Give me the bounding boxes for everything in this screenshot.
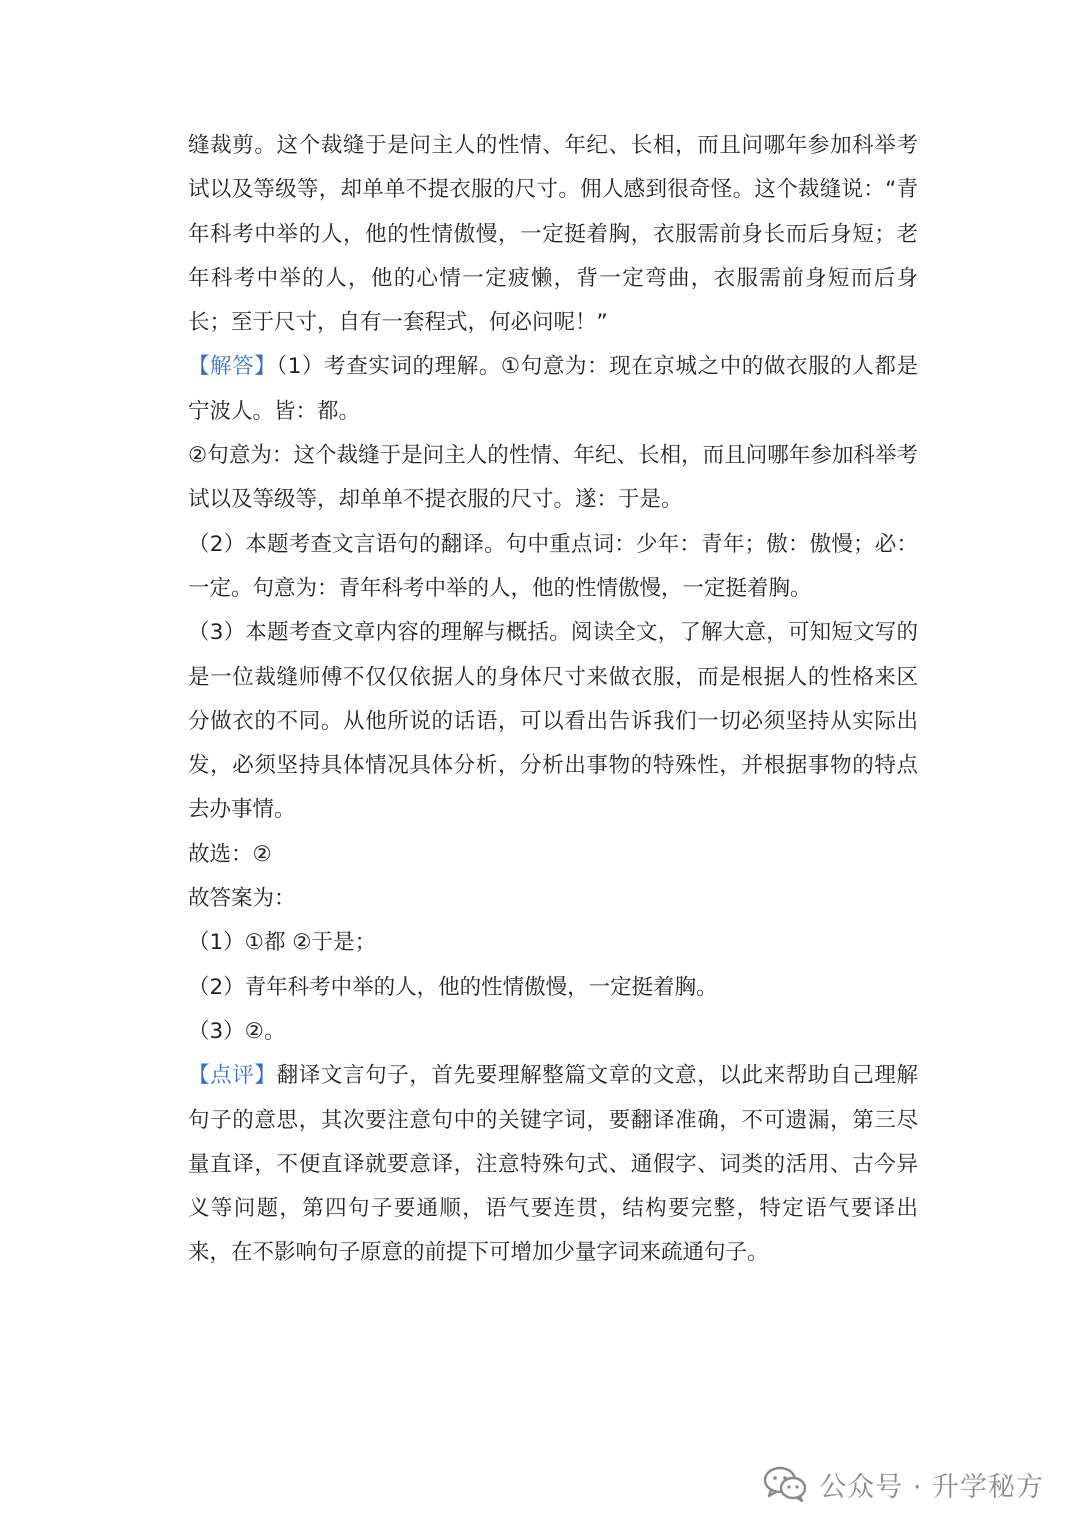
paragraph-text: ②句意为：这个裁缝于是问主人的性情、年纪、长相，而且问哪年参加科举考试以及等级等，却单单不提衣服的尺寸。遂：于是。 bbox=[188, 443, 918, 513]
paragraph-answer-label bbox=[188, 877, 918, 921]
paragraph-text: 翻译文言句子，首先要理解整篇文章的文意，以此来帮助自己理解句子的意思，其次要注意句中的关键字词，要翻译准确，不可遗漏，第三尽量直译，不便直译就要意译，注意特殊句式、通假字、词类的活用、古今异义等问题，第四句子要通顺，语气要连贯，结构要完整，特定语气要译出来，在不影响句子原意的前提下可增加少量字词来疏通句子。 bbox=[188, 1063, 918, 1266]
paragraph-answer-3 bbox=[188, 611, 918, 832]
watermark bbox=[763, 1461, 1044, 1507]
paragraph-text: （3）本题考查文章内容的理解与概括。阅读全文，了解大意，可知短文写的是一位裁缝师傅不仅仅依据人的身体尺寸来做衣服，而是根据人的性格来区分做衣的不同。从他所说的话语，可以看出告诉我们一切必须坚持从实际出发，必须坚持具体情况具体分析，分析出事物的特殊性，并根据事物的特点去办事情。 bbox=[188, 620, 918, 823]
answer-tag: 【解答】 bbox=[188, 354, 277, 380]
paragraph-text: 故选：② bbox=[188, 841, 272, 867]
paragraph-answer-1 bbox=[188, 345, 918, 434]
paragraph-text: （2）青年科考中举的人，他的性情傲慢，一定挺着胸。 bbox=[188, 974, 718, 1000]
paragraph-text: （1）考查实词的理解。①句意为：现在京城之中的做衣服的人都是宁波人。皆：都。 bbox=[188, 354, 918, 424]
paragraph-choice bbox=[188, 833, 918, 877]
document-body bbox=[188, 124, 918, 1276]
paragraph-answer-2 bbox=[188, 523, 918, 612]
paragraph-story-end bbox=[188, 124, 918, 345]
paragraph-text: （2）本题考查文言语句的翻译。句中重点词：少年：青年；傲：傲慢；必：一定。句意为：青年科考中举的人，他的性情傲慢，一定挺着胸。 bbox=[188, 531, 918, 601]
watermark-text: 公众号 · 升学秘方 bbox=[819, 1471, 1044, 1503]
paragraph-text: 缝裁剪。这个裁缝于是问主人的性情、年纪、长相，而且问哪年参加科举考试以及等级等，却单单不提衣服的尺寸。佣人感到很奇怪。这个裁缝说：“青年科考中举的人，他的性情傲慢，一定挺着胸，衣服需前身长而后身短；老年科考中举的人，他的心情一定疲懒，背一定弯曲，衣服需前身短而后身长；至于尺寸，自有一套程式，何必问呢！” bbox=[188, 133, 918, 336]
paragraph-final-3 bbox=[188, 1010, 918, 1054]
paragraph-text: （1）①都 ②于是； bbox=[188, 930, 377, 956]
wechat-icon bbox=[763, 1466, 807, 1502]
paragraph-answer-1-2 bbox=[188, 434, 918, 523]
paragraph-text: 故答案为： bbox=[188, 886, 296, 912]
paragraph-final-2 bbox=[188, 966, 918, 1010]
comment-tag: 【点评】 bbox=[188, 1063, 277, 1089]
paragraph-final-1 bbox=[188, 921, 918, 965]
paragraph-text: （3）②。 bbox=[188, 1018, 286, 1044]
paragraph-comment bbox=[188, 1054, 918, 1275]
